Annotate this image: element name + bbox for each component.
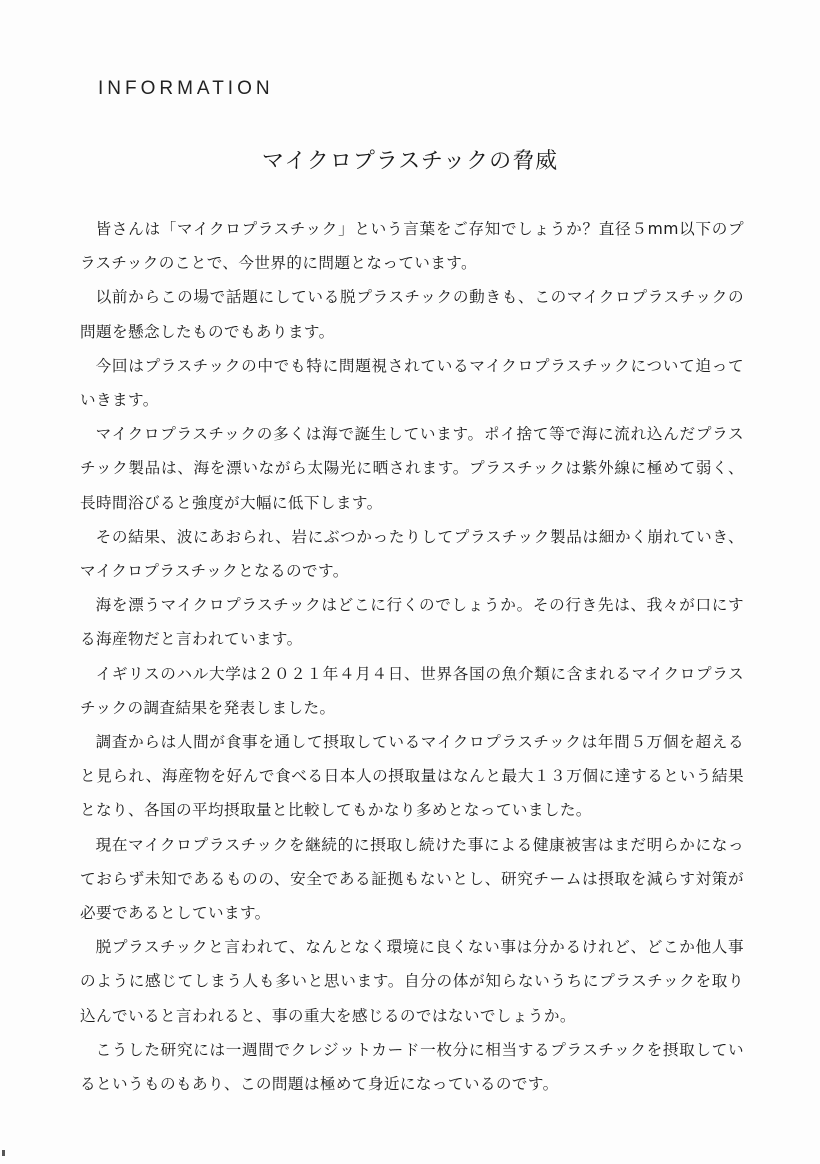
paragraph: 海を漂うマイクロプラスチックはどこに行くのでしょうか。その行き先は、我々が口にする海産物だと言われています。 [80,596,744,649]
paragraph: 今回はプラスチックの中でも特に問題視されているマイクロプラスチックについて迫っていきます。 [80,356,744,410]
page-title: マイクロプラスチックの脅威 [261,149,559,174]
paragraph: 脱プラスチックと言われて、なんとなく環境に良くない事は分かるけれど、どこか他人事のように感じてしまう人も多いと思います。自分の体が知らないうちにプラスチックを取り込んでいると言われると、事の重大を感じるのではないでしょうか。 [80,938,744,1025]
paragraph: 皆さんは「マイクロプラスチック」という言葉をご存知でしょうか？直径５mm以下のプラスチックのことで、今世界的に問題となっています。 [80,220,744,273]
scan-mark [2,1150,5,1156]
paragraph: その結果、波にあおられ、岩にぶつかったりしてプラスチック製品は細かく崩れていき、マイクロプラスチックとなるのです。 [80,527,744,581]
paragraph: 以前からこの場で話題にしている脱プラスチックの動きも、このマイクロプラスチックの問題を懸念したものでもあります。 [80,288,744,341]
paragraph: 現在マイクロプラスチックを継続的に摂取し続けた事による健康被害はまだ明らかになっておらず未知であるものの、安全である証拠もないとし、研究チームは摂取を減らす対策が必要であるとしています。 [80,835,744,923]
paragraph: こうした研究には一週間でクレジットカード一枚分に相当するプラスチックを摂取しているというものもあり、この問題は極めて身近になっているのです。 [80,1040,744,1094]
section-header: INFORMATION [98,78,274,99]
paragraph: マイクロプラスチックの多くは海で誕生しています。ポイ捨て等で海に流れ込んだプラスチック製品は、海を漂いながら太陽光に晒されます。プラスチックは紫外線に極めて弱く、長時間浴びると強度が大幅に低下します。 [80,425,744,512]
paragraph: イギリスのハル大学は２０２１年４月４日、世界各国の魚介類に含まれるマイクロプラスチックの調査結果を発表しました。 [80,664,744,717]
paragraph: 調査からは人間が食事を通して摂取しているマイクロプラスチックは年間５万個を超えると見られ、海産物を好んで食べる日本人の摂取量はなんと最大１３万個に達するという結果となり、各国の平均摂取量と比較してもかなり多めとなっていました。 [80,733,744,820]
article-body [80,212,744,1101]
